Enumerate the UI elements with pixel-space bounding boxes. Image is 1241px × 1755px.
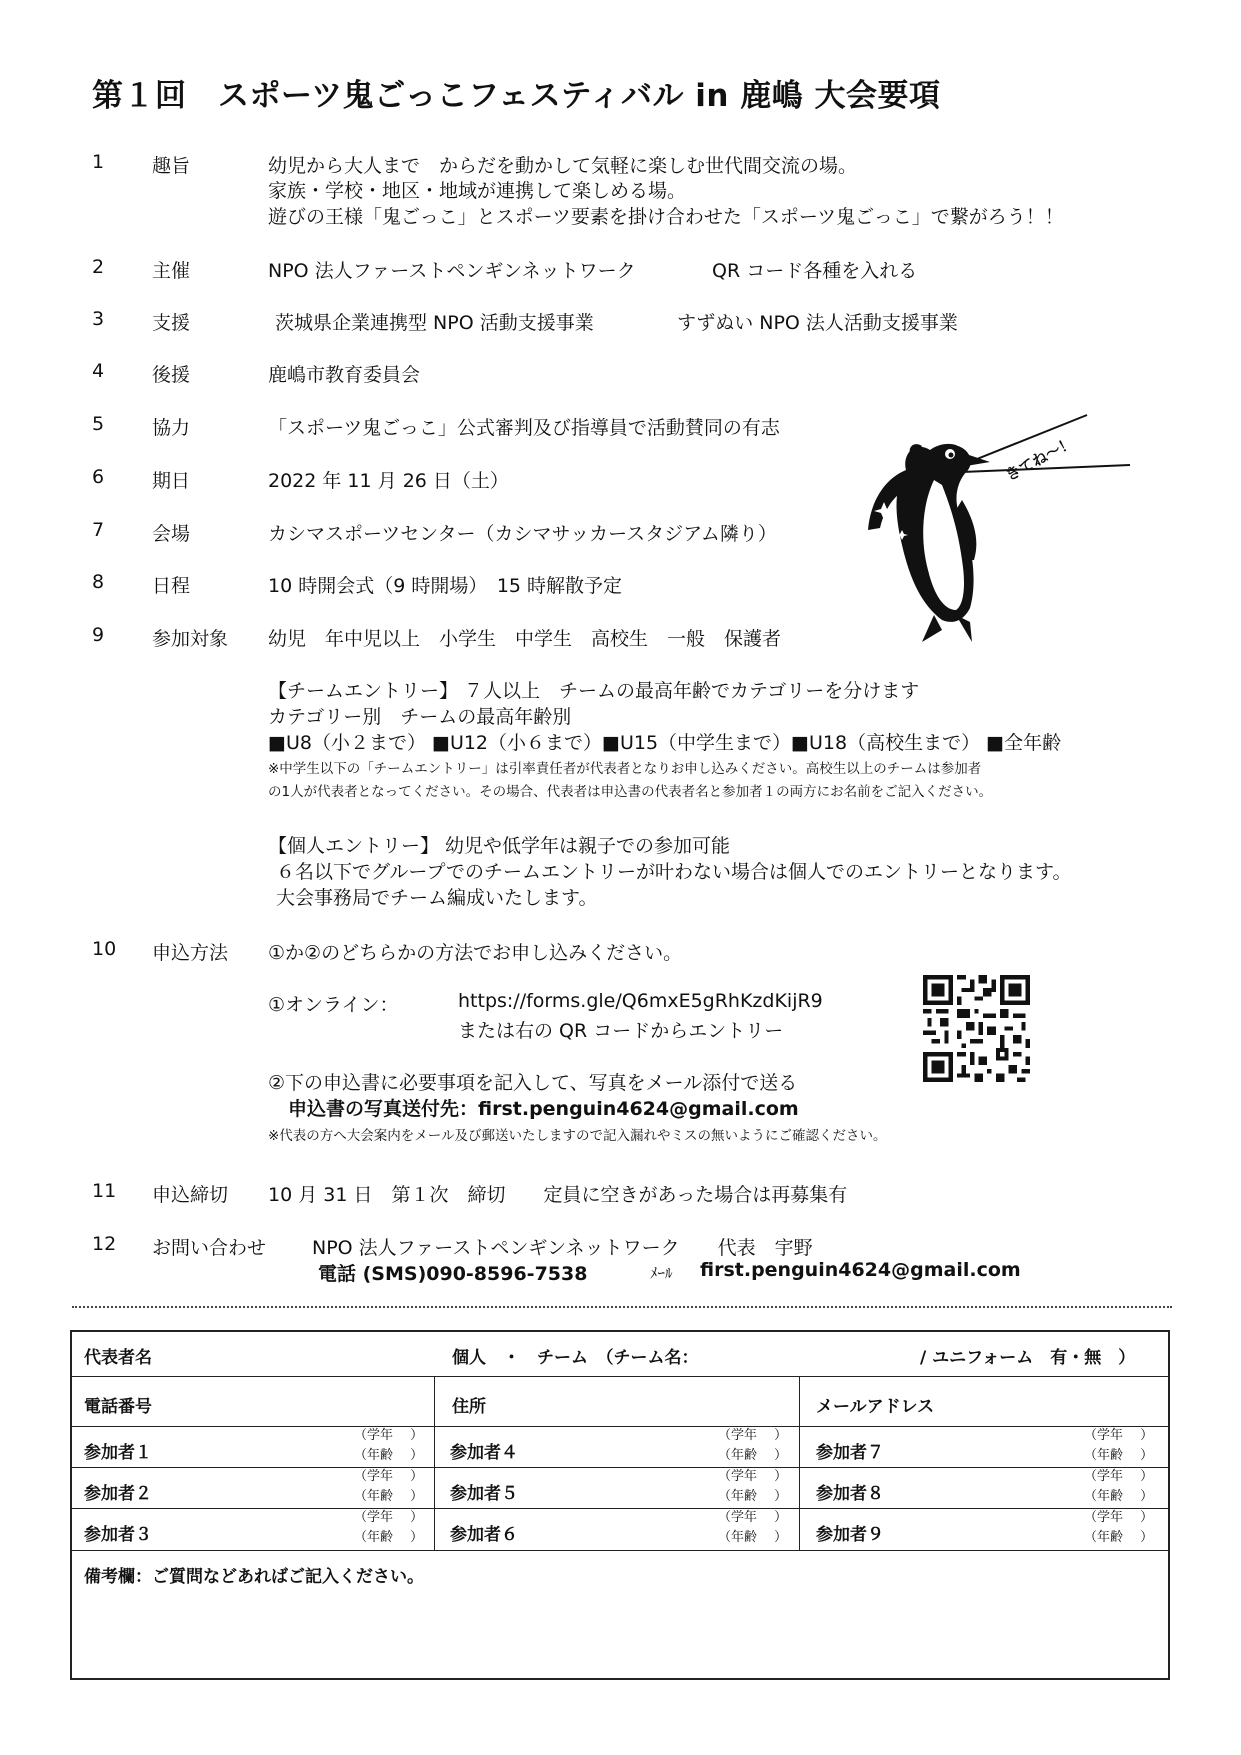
penguin-speech-bubble: きてね〜！ xyxy=(1002,433,1078,485)
participant-7-grade: （学年 ） xyxy=(1084,1428,1154,1443)
section-10-number: 10 xyxy=(92,938,117,960)
participant-9-field[interactable]: 参加者９ xyxy=(816,1525,884,1545)
form-col-divider xyxy=(799,1376,800,1550)
section-10-label: 申込方法 xyxy=(152,942,229,964)
section-5-number: 5 xyxy=(92,413,105,435)
individual-entry-line-1: 【個人エントリー】 幼児や低学年は親子での参加可能 xyxy=(268,835,731,857)
section-1-line-2: 家族・学校・地区・地域が連携して楽しめる場。 xyxy=(268,180,687,202)
section-12-number: 12 xyxy=(92,1233,117,1255)
application-form xyxy=(70,1330,1170,1680)
participant-3-age: （年齢 ） xyxy=(354,1530,424,1545)
section-4-text: 鹿嶋市教育委員会 xyxy=(268,364,421,386)
section-1-line-1: 幼児から大人まで からだを動かして気軽に楽しむ世代間交流の場。 xyxy=(268,155,858,177)
participant-6-field[interactable]: 参加者６ xyxy=(450,1525,518,1545)
form-row-divider xyxy=(72,1550,1168,1551)
section-11-text: 10 月 31 日 第１次 締切 定員に空きがあった場合は再募集有 xyxy=(268,1184,848,1206)
participant-7-age: （年齢 ） xyxy=(1084,1448,1154,1463)
section-9-label: 参加対象 xyxy=(152,628,229,650)
participant-6-grade: （学年 ） xyxy=(718,1510,788,1525)
participant-8-field[interactable]: 参加者８ xyxy=(816,1484,884,1504)
participant-4-field[interactable]: 参加者４ xyxy=(450,1443,518,1463)
participant-6-age: （年齢 ） xyxy=(718,1530,788,1545)
participant-3-field[interactable]: 参加者３ xyxy=(84,1525,152,1545)
section-6-text: 2022 年 11 月 26 日（土） xyxy=(268,470,509,492)
section-6-label: 期日 xyxy=(152,470,191,492)
form-row-divider xyxy=(72,1508,1168,1509)
section-3-label: 支援 xyxy=(152,312,191,334)
team-entry-categories: ■U8（小２まで） ■U12（小６まで）■U15（中学生まで）■U18（高校生まで） ■全年齢 xyxy=(268,732,1062,754)
section-2-number: 2 xyxy=(92,256,105,278)
section-2-text: NPO 法人ファーストペンギンネットワーク xyxy=(268,260,636,282)
form-col-divider xyxy=(434,1376,435,1550)
form-row-divider xyxy=(72,1426,1168,1427)
address-field[interactable]: 住所 xyxy=(452,1397,486,1417)
section-7-label: 会場 xyxy=(152,523,191,545)
mail-destination: 申込書の写真送付先：first.penguin4624@gmail.com xyxy=(288,1098,799,1120)
section-7-text: カシマスポーツセンター（カシマサッカースタジアム隣り） xyxy=(268,523,777,545)
email-field[interactable]: メールアドレス xyxy=(816,1397,935,1417)
page-title: 第１回 スポーツ鬼ごっこフェスティバル in 鹿嶋 大会要項 xyxy=(92,78,941,114)
participant-3-grade: （学年 ） xyxy=(354,1510,424,1525)
participant-2-age: （年齢 ） xyxy=(354,1489,424,1504)
online-label: ①オンライン： xyxy=(268,994,399,1016)
form-row-divider xyxy=(72,1376,1168,1377)
section-5-label: 協力 xyxy=(152,417,191,439)
participant-4-age: （年齢 ） xyxy=(718,1448,788,1463)
section-5-text: 「スポーツ鬼ごっこ」公式審判及び指導員で活動賛同の有志 xyxy=(268,417,780,439)
mail-instructions: ②下の申込書に必要事項を記入して、写真をメール添付で送る xyxy=(268,1072,798,1094)
participant-5-grade: （学年 ） xyxy=(718,1469,788,1484)
individual-entry-line-2: ６名以下でグループでのチームエントリーが叶わない場合は個人でのエントリーとなります。 xyxy=(276,861,1072,883)
participant-2-field[interactable]: 参加者２ xyxy=(84,1484,152,1504)
section-6-number: 6 xyxy=(92,466,105,488)
online-url-link[interactable]: https://forms.gle/Q6mxE5gRhKzdKijR9 xyxy=(458,990,823,1012)
participant-2-grade: （学年 ） xyxy=(354,1469,424,1484)
section-3-number: 3 xyxy=(92,308,105,330)
participant-1-grade: （学年 ） xyxy=(354,1428,424,1443)
form-row-divider xyxy=(72,1467,1168,1468)
participant-4-grade: （学年 ） xyxy=(718,1428,788,1443)
section-3-text: 茨城県企業連携型 NPO 活動支援事業 xyxy=(275,312,594,334)
participant-1-age: （年齢 ） xyxy=(354,1448,424,1463)
section-2-label: 主催 xyxy=(152,260,191,282)
remarks-field[interactable]: 備考欄：ご質問などあればご記入ください。 xyxy=(84,1567,424,1587)
section-4-number: 4 xyxy=(92,360,105,382)
participant-1-field[interactable]: 参加者１ xyxy=(84,1443,152,1463)
section-2-note: QR コード各種を入れる xyxy=(712,260,918,282)
section-8-label: 日程 xyxy=(152,575,191,597)
section-1-line-3: 遊びの王様「鬼ごっこ」とスポーツ要素を掛け合わせた「スポーツ鬼ごっこ」で繋がろう！！ xyxy=(268,206,1064,228)
section-1-number: 1 xyxy=(92,151,105,173)
section-3-text-2: すずぬい NPO 法人活動支援事業 xyxy=(677,312,958,334)
section-9-text: 幼児 年中児以上 小学生 中学生 高校生 一般 保護者 xyxy=(268,628,782,650)
section-11-label: 申込締切 xyxy=(152,1184,229,1206)
uniform-field[interactable]: / ユニフォーム 有・無 ） xyxy=(920,1348,1136,1368)
mail-note: ※代表の方へ大会案内をメール及び郵送いたしますので記入漏れやミスの無いようにご確認ください。 xyxy=(268,1128,887,1144)
section-9-number: 9 xyxy=(92,624,105,646)
section-4-label: 後援 xyxy=(152,364,191,386)
team-entry-line-1: 【チームエントリー】 ７人以上 チームの最高年齢でカテゴリーを分けます xyxy=(268,680,920,702)
phone-field[interactable]: 電話番号 xyxy=(84,1397,152,1417)
section-1-label: 趣旨 xyxy=(152,155,191,177)
section-12-text: NPO 法人ファーストペンギンネットワーク 代表 宇野 xyxy=(312,1237,813,1259)
section-7-number: 7 xyxy=(92,519,105,541)
participant-8-grade: （学年 ） xyxy=(1084,1469,1154,1484)
cut-line xyxy=(72,1306,1172,1308)
section-12-label: お問い合わせ xyxy=(152,1237,267,1259)
participant-7-field[interactable]: 参加者７ xyxy=(816,1443,884,1463)
qr-code-icon[interactable] xyxy=(923,975,1030,1082)
contact-mail: first.penguin4624@gmail.com xyxy=(700,1259,1021,1281)
entry-type-field[interactable]: 個人 ・ チーム （チーム名： xyxy=(452,1348,699,1368)
team-entry-line-2: カテゴリー別 チームの最高年齢別 xyxy=(268,706,572,728)
contact-phone: 電話 (SMS)090-8596-7538 xyxy=(318,1263,588,1285)
section-8-text: 10 時開会式（9 時開場） 15 時解散予定 xyxy=(268,575,623,597)
section-10-text: ①か②のどちらかの方法でお申し込みください。 xyxy=(268,942,683,964)
individual-entry-line-3: 大会事務局でチーム編成いたします。 xyxy=(276,887,598,909)
participant-8-age: （年齢 ） xyxy=(1084,1489,1154,1504)
rep-name-field[interactable]: 代表者名 xyxy=(84,1348,152,1368)
participant-5-field[interactable]: 参加者５ xyxy=(450,1484,518,1504)
penguin-illustration xyxy=(862,410,1134,655)
section-8-number: 8 xyxy=(92,571,105,593)
online-qr-text: または右の QR コードからエントリー xyxy=(458,1020,784,1042)
team-entry-note-1: ※中学生以下の「チームエントリー」は引率責任者が代表者となりお申し込みください。高校生以上のチームは参加者 xyxy=(268,761,982,777)
participant-5-age: （年齢 ） xyxy=(718,1489,788,1504)
contact-mail-label: ﾒｰﾙ xyxy=(650,1264,673,1282)
team-entry-note-2: の1人が代表者となってください。その場合、代表者は申込書の代表者名と参加者１の両方にお名前をご記入ください。 xyxy=(268,784,993,800)
participant-9-grade: （学年 ） xyxy=(1084,1510,1154,1525)
participant-9-age: （年齢 ） xyxy=(1084,1530,1154,1545)
section-11-number: 11 xyxy=(92,1180,117,1202)
